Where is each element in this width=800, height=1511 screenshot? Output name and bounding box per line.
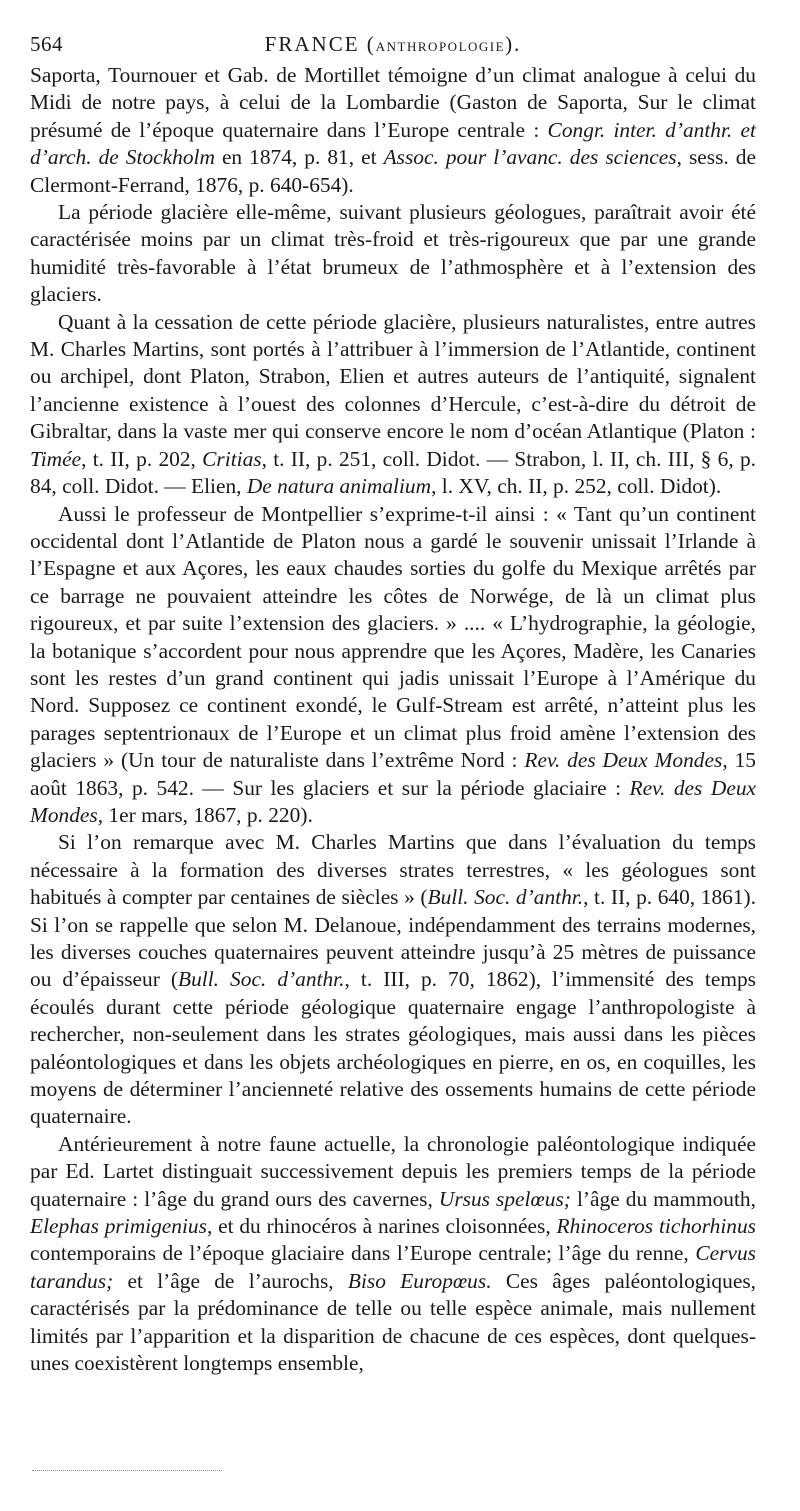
text-run: Si l’on remarque avec M. Charles Martins que dans l’évaluation du temps nécessaire à la formation des diverses strates terrestres, « les géologues sont habitués à compter par centaines de siècles » ( [30, 830, 756, 910]
italic-run: Ursus spelœus; [438, 1186, 571, 1211]
text-run: , 15 août 1863, p. 542. — Sur les glaciers et sur la période glaciaire : [30, 748, 756, 800]
paragraph [30, 309, 756, 501]
text-run: , t. II, p. 202, [81, 446, 203, 471]
running-head-subtitle: anthropologie [375, 35, 506, 55]
text-run: Antérieurement à notre faune actuelle, la chronologie paléontologique indiquée par Ed. Lartet distinguait successivement depuis les premiers temps de la période quaternaire : l’âge du grand ours des cavernes, [30, 1131, 756, 1211]
footer-rule [32, 1470, 222, 1471]
text-run: , 1er mars, 1867, p. 220). [97, 802, 313, 827]
body-text [30, 62, 756, 1378]
page-header [30, 28, 756, 62]
running-head-close: ). [505, 32, 522, 56]
italic-run: Cervus tarandus; [30, 1241, 756, 1293]
italic-run: Rev. des Deux Mondes [30, 775, 757, 827]
document-page [30, 28, 756, 1378]
running-head [30, 32, 756, 57]
italic-run: Rev. des Deux Mondes [524, 748, 723, 773]
italic-run: Rhinoceros tichorhinus [556, 1214, 757, 1239]
text-run: , t. II, p. 640, 1861). Si l’on se rappelle que selon M. Delanoue, indépendamment des terrains modernes, les diverses couches quaternaires peuvent atteindre jusqu’à 25 mètres de puissance ou d’épaisseur ( [30, 885, 756, 992]
text-run: , l. XV, ch. II, p. 252, coll. Didot). [431, 474, 722, 499]
page-number: 564 [30, 32, 63, 56]
italic-run: Congr. inter. d’anthr. et d’arch. de Stockholm [30, 117, 756, 170]
italic-run: Assoc. pour l’avanc. des sciences [383, 145, 677, 170]
text-run: , t. II, p. 251, coll. Didot. — Strabon, l. II, ch. III, § 6, p. 84, coll. Didot. — Elien, [30, 446, 756, 499]
running-head-title: FRANCE ( [264, 32, 376, 56]
paragraph [30, 1131, 756, 1378]
text-run: La période glacière elle-même, suivant plusieurs géologues, paraîtrait avoir été caractérisée moins par un climat très-froid et très-rigoureux que par une grande humidité très-favorable à l’état brumeux de l’athmosphère et à l’extension des glaciers. [30, 200, 756, 307]
text-run: Quant à la cessation de cette période glacière, plusieurs naturalistes, entre autres M. Charles Martins, sont portés à l’attribuer à l’immersion de l’Atlantide, continent ou archipel, dont Platon, Strabon, Elien et autres auteurs de l’antiquité, signalent l’ancienne existence à l’ouest des colonnes d’Hercule, c’est-à-dire du détroit de Gibraltar, dans la vaste mer qui conserve encore le nom d’océan Atlantique (Platon : [30, 309, 756, 444]
paragraph [30, 829, 756, 1130]
italic-run: Biso Europœus. [347, 1268, 492, 1293]
italic-run: De natura animalium [246, 474, 432, 499]
text-run: l’âge du mammouth, [570, 1186, 756, 1211]
text-run: , et du rhinocéros à narines cloisonnées, [206, 1214, 557, 1239]
italic-run: Bull. Soc. d’anthr. [427, 885, 584, 910]
text-run: contemporains de l’époque glaciaire dans l’Europe centrale; l’âge du renne, [30, 1241, 696, 1266]
italic-run: Bull. Soc. d’anthr. [178, 967, 345, 992]
text-run: , t. III, p. 70, 1862), l’immensité des temps écoulés durant cette période géologique quaternaire engage l’anthropologiste à rechercher, non-seulement dans les strates géologiques, mais aussi dans les pièces paléontologiques et dans les objets archéologiques en pierre, en os, en coquilles, les moyens de déterminer l’ancienneté relative des ossements humains de cette période quaternaire. [30, 967, 756, 1129]
text-run: Ces âges paléontologiques, caractérisés par la prédominance de telle ou telle espèce animale, mais nullement limités par l’apparition et la disparition de chacune de ces espèces, dont quelques-unes coexistèrent longtemps ensemble, [30, 1268, 756, 1376]
italic-run: Timée [30, 446, 82, 471]
text-run: Aussi le professeur de Montpellier s’exprime-t-il ainsi : « Tant qu’un continent occidental dont l’Atlantide de Platon nous a gardé le souvenir unissait l’Irlande à l’Espagne et aux Açores, les eaux chaudes sorties du golfe du Mexique arrêtés par ce barrage ne pouvaient atteindre les côtes de Norwége, de là un climat plus rigoureux, et par suite l’extension des glaciers. » .... « L’hydrographie, la géologie, la botanique s’accordent pour nous apprendre que les Açores, Madère, les Canaries sont les restes d’un grand continent qui jadis unissait l’Europe à l’Amérique du Nord. Supposez ce continent exondé, le Gulf-Stream est arrêté, n’atteint plus les parages septentrionaux de l’Europe et un climat plus froid amène l’extension des glaciers » (Un tour de naturaliste dans l’extrême Nord : [30, 501, 756, 773]
text-run: et l’âge de l’aurochs, [113, 1268, 348, 1293]
paragraph [30, 62, 756, 199]
italic-run: Elephas primigenius [30, 1214, 207, 1239]
italic-run: Critias [202, 446, 262, 471]
text-run: , sess. de Clermont-Ferrand, 1876, p. 640-654). [30, 145, 756, 197]
text-run: en 1874, p. 81, et [214, 145, 384, 170]
paragraph [30, 199, 756, 309]
text-run: Saporta, Tournouer et Gab. de Mortillet témoigne d’un climat analogue à celui du Midi de notre pays, à celui de la Lombardie (Gaston de Saporta, Sur le climat présumé de l’époque quaternaire dans l’Europe centrale : [30, 63, 756, 142]
paragraph [30, 501, 756, 830]
